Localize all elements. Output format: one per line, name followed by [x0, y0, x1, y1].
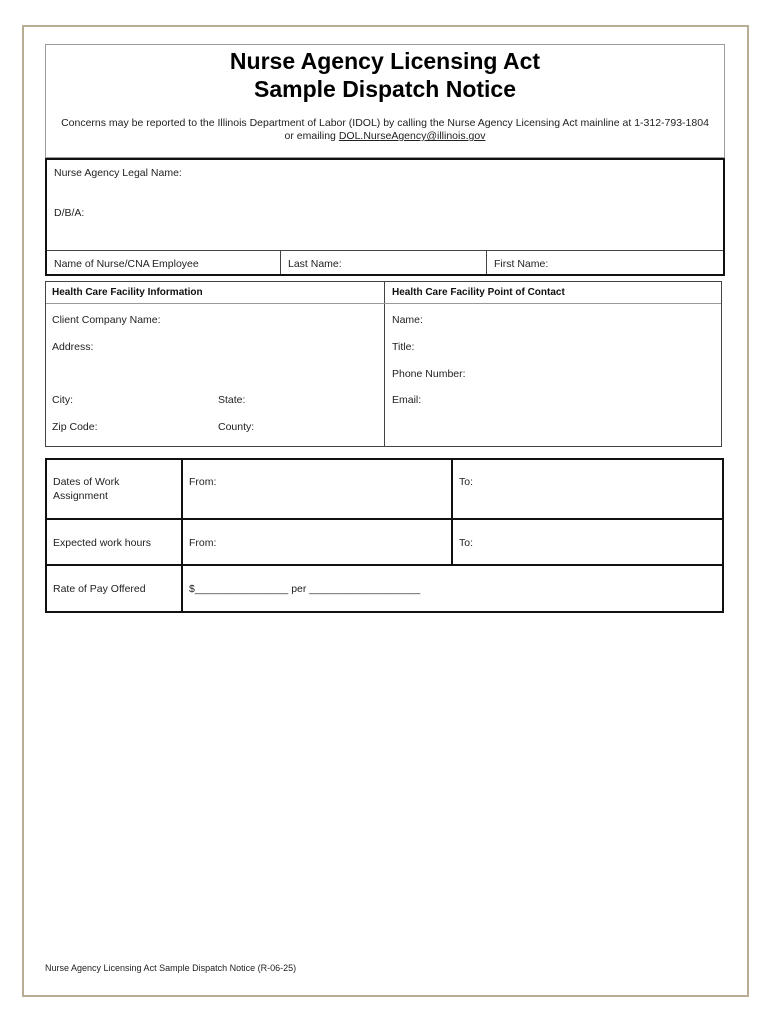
contact-phone-field[interactable]: Phone Number: [392, 368, 466, 380]
first-name-field[interactable]: First Name: [494, 258, 549, 270]
address-field[interactable]: Address: [52, 341, 94, 353]
city-field[interactable]: City: [52, 394, 73, 406]
zip-code-field[interactable]: Zip Code: [52, 421, 98, 433]
rate-label: Rate of Pay Offered [53, 583, 146, 595]
agency-section [45, 158, 725, 276]
idol-email-link[interactable]: DOL.NurseAgency@illinois.gov [338, 130, 486, 142]
dates-from-field[interactable]: From: [189, 476, 217, 488]
facility-header-divider [46, 303, 721, 304]
page-title: Nurse Agency Licensing Act [229, 48, 541, 74]
hours-from-field[interactable]: From: [189, 537, 217, 549]
header-section [45, 44, 725, 158]
footer-note: Nurse Agency Licensing Act Sample Dispatch Notice (R-06-25) [45, 963, 297, 973]
state-field[interactable]: State: [218, 394, 246, 406]
work-to-divider [451, 460, 453, 566]
facility-contact-header: Health Care Facility Point of Contact [392, 287, 565, 298]
lastname-divider [486, 250, 487, 274]
dates-to-field[interactable]: To: [459, 476, 474, 488]
hours-to-field[interactable]: To: [459, 537, 474, 549]
rate-of-pay-field[interactable]: $________________ per ___________________ [189, 583, 421, 595]
contact-title-field[interactable]: Title: [392, 341, 415, 353]
concerns-notice [56, 117, 714, 143]
dba-field[interactable]: D/B/A: [54, 207, 85, 219]
contact-email-field[interactable]: Email: [392, 394, 422, 406]
legal-name-field[interactable]: Nurse Agency Legal Name: [54, 167, 182, 179]
county-field[interactable]: County: [218, 421, 255, 433]
concerns-text: Concerns may be reported to the Illinois Department of Labor (IDOL) by calling the Nurse Agency Licensing Act mainline at 1-312-793-1804 or emailing [61, 117, 709, 142]
last-name-field[interactable]: Last Name: [288, 258, 342, 270]
facility-info-header: Health Care Facility Information [52, 287, 203, 298]
facility-section [45, 281, 722, 447]
work-assignment-section [45, 458, 724, 613]
employee-name-label: Name of Nurse/CNA Employee [54, 258, 199, 270]
work-row-divider-2 [47, 564, 722, 566]
contact-name-field[interactable]: Name: [392, 314, 423, 326]
work-row-divider-1 [47, 518, 722, 520]
page-subtitle: Sample Dispatch Notice [253, 76, 517, 102]
dates-label-line2: Assignment [53, 490, 108, 502]
client-company-field[interactable]: Client Company Name: [52, 314, 161, 326]
facility-column-divider [384, 282, 385, 446]
agency-divider [47, 250, 723, 251]
dates-label-line1: Dates of Work [53, 476, 120, 488]
hours-label: Expected work hours [53, 537, 152, 549]
employee-divider [280, 250, 281, 274]
work-label-divider [181, 460, 183, 611]
